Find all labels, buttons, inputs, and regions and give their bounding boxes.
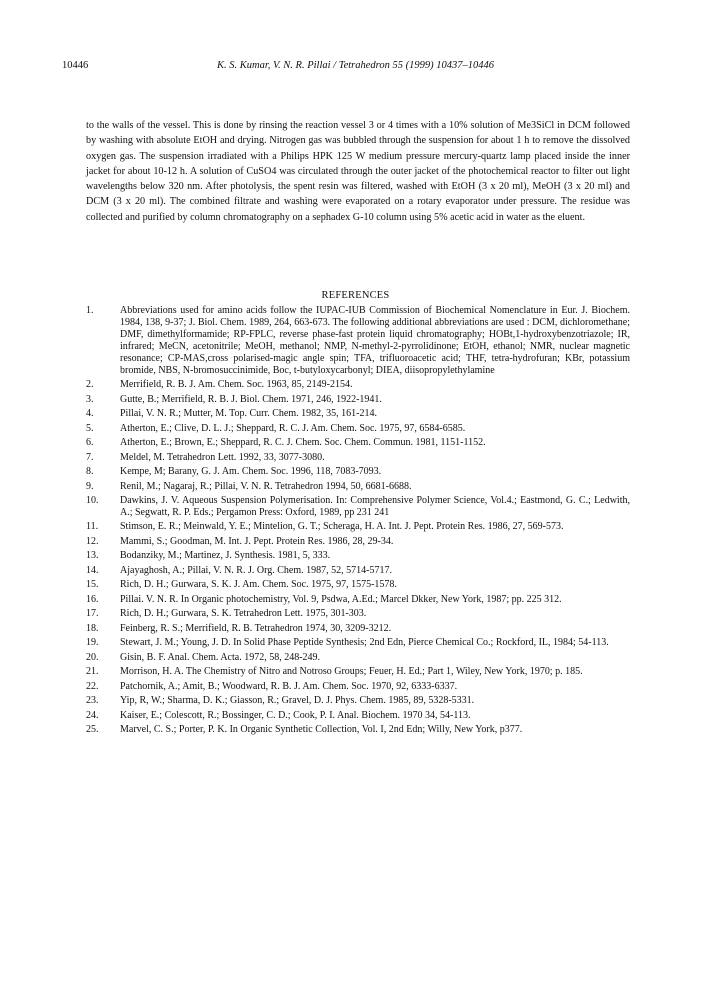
reference-item — [86, 623, 630, 635]
reference-number: 17. — [86, 608, 99, 620]
reference-item — [86, 394, 630, 406]
reference-text: Gisin, B. F. Anal. Chem. Acta. 1972, 58, 248-249. — [120, 651, 321, 663]
reference-text: Atherton, E.; Brown, E.; Sheppard, R. C. J. Chem. Soc. Chem. Commun. 1981, 1151-1152. — [120, 437, 486, 449]
reference-text: Feinberg, R. S.; Merrifield, R. B. Tetrahedron 1974, 30, 3209-3212. — [120, 622, 392, 634]
reference-item — [86, 565, 630, 577]
reference-item — [86, 710, 630, 722]
reference-item — [86, 452, 630, 464]
reference-number: 8. — [86, 466, 94, 478]
reference-text: Ajayaghosh, A.; Pillai, V. N. R. J. Org. Chem. 1987, 52, 5714-5717. — [120, 564, 392, 576]
reference-item — [86, 495, 630, 519]
reference-number: 12. — [86, 535, 99, 547]
reference-text: Bodanziky, M.; Martinez, J. Synthesis. 1981, 5, 333. — [120, 550, 331, 562]
reference-item — [86, 594, 630, 606]
reference-item — [86, 521, 630, 533]
reference-text: Abbreviations used for amino acids follow the IUPAC-IUB Commission of Biochemical Nomenclature in Eur. J. Biochem. 1984, 138, 9-37; J. Biol. Chem. 1989, 264, 663-673. The following additional abbreviations are used : DCM, dichloromethane; DMF, dimethylformamide; RP-FPLC, reverse phase-fast protein liquid chromatography; HOBt,1-hydroxybenzotriazole; IR, infrared; MeCN, acetonitrile; MeOH, methanol; NMP, N-methyl-2-pyrrolidinone; EtOH, ethanol; NMR, nuclear magnetic resonance; CP-MAS,cross polarised-magic angle spin; TFA, trifluoroacetic acid; THF, tetra-hydrofuran; KBr, potassium bromide, NBS, N-bromosuccinimide, Boc, t-butyloxycarbonyl; DIEA, diisopropylethylamine — [120, 305, 630, 376]
reference-text: Renil, M.; Nagaraj, R.; Pillai, V. N. R. Tetrahedron 1994, 50, 6681-6688. — [120, 480, 412, 492]
reference-number: 21. — [86, 666, 99, 678]
reference-item — [86, 579, 630, 591]
reference-number: 23. — [86, 695, 99, 707]
reference-item — [86, 652, 630, 664]
reference-text: Morrison, H. A. The Chemistry of Nitro and Notroso Groups; Feuer, H. Ed.; Part 1, Wiley, New York, 1970; p. 185. — [120, 666, 583, 678]
reference-item — [86, 437, 630, 449]
references-heading: REFERENCES — [321, 290, 390, 301]
reference-text: Dawkins, J. V. Aqueous Suspension Polymerisation. In: Comprehensive Polymer Science, Vol.4.; Eastmond, G. C.; Ledwith, A.; Segwatt, R. P. Eds.; Pergamon Press: Oxford, 1989, pp 231 241 — [120, 495, 630, 518]
body-paragraph: to the walls of the vessel. This is done by rinsing the reaction vessel 3 or 4 times with a 10% solution of Me3SiCl in DCM followed by washing with absolute EtOH and drying. Nitrogen gas was bubbled through the suspension for about 1 h to remove the dissolved oxygen gas. The suspension irradiated with a Philips HPK 125 W medium pressure mercury-quartz lamp placed inside the inner jacket for about 10-12 h. A solution of CuSO4 was circulated through the outer jacket of the photochemical reactor to filter out light wavelengths below 320 nm. After photolysis, the spent resin was filtered, washed with EtOH (3 x 20 ml), MeOH (3 x 20 ml) and DCM (3 x 20 ml). The combined filtrate and washing were evaporated on a rotary evaporator under pressure. The residue was collected and purified by column chromatography on a sephadex G-10 column using 5% acetic acid in water as the eluent. — [86, 120, 630, 223]
reference-item — [86, 637, 630, 649]
reference-number: 15. — [86, 579, 99, 591]
reference-number: 10. — [86, 495, 99, 507]
reference-number: 25. — [86, 724, 99, 736]
reference-item — [86, 550, 630, 562]
reference-number: 3. — [86, 393, 94, 405]
reference-number: 16. — [86, 593, 99, 605]
reference-text: Pillai. V. N. R. In Organic photochemistry, Vol. 9, Psdwa, A.Ed.; Marcel Dkker, New York, 1987; pp. 225 312. — [120, 593, 562, 605]
reference-text: Atherton, E.; Clive, D. L. J.; Sheppard, R. C. J. Am. Chem. Soc. 1975, 97, 6584-6585. — [120, 422, 466, 434]
reference-item — [86, 408, 630, 420]
reference-number: 22. — [86, 680, 99, 692]
reference-text: Gutte, B.; Merrifield, R. B. J. Biol. Chem. 1971, 246, 1922-1941. — [120, 393, 382, 405]
reference-number: 1. — [86, 305, 94, 316]
reference-number: 9. — [86, 480, 94, 492]
reference-item — [86, 724, 630, 736]
reference-number: 2. — [86, 379, 94, 391]
reference-text: Patchornik, A.; Amit, B.; Woodward, R. B. J. Am. Chem. Soc. 1970, 92, 6333-6337. — [120, 680, 458, 692]
reference-number: 11. — [86, 521, 99, 533]
reference-item — [86, 481, 630, 493]
reference-number: 7. — [86, 451, 94, 463]
reference-text: Meldel, M. Tetrahedron Lett. 1992, 33, 3077-3080. — [120, 451, 325, 463]
reference-item — [86, 666, 630, 678]
reference-text: Rich, D. H.; Gurwara, S. K. J. Am. Chem. Soc. 1975, 97, 1575-1578. — [120, 579, 397, 591]
reference-number: 20. — [86, 651, 99, 663]
reference-text: Kaiser, E.; Colescott, R.; Bossinger, C. D.; Cook, P. I. Anal. Biochem. 1970 34, 54-113. — [120, 709, 471, 721]
reference-text: Pillai, V. N. R.; Mutter, M. Top. Curr. Chem. 1982, 35, 161-214. — [120, 408, 377, 420]
reference-text: Kempe, M; Barany, G. J. Am. Chem. Soc. 1996, 118, 7083-7093. — [120, 466, 382, 478]
reference-item — [86, 681, 630, 693]
reference-number: 24. — [86, 709, 99, 721]
reference-text: Marvel, C. S.; Porter, P. K. In Organic Synthetic Collection, Vol. I, 2nd Edn; Willy, New York, p377. — [120, 724, 523, 736]
reference-text: Stewart, J. M.; Young, J. D. In Solid Phase Peptide Synthesis; 2nd Edn, Pierce Chemical Co.; Rockford, IL, 1984; 54-113. — [120, 637, 609, 649]
reference-item — [86, 536, 630, 548]
reference-text: Rich, D. H.; Gurwara, S. K. Tetrahedron Lett. 1975, 301-303. — [120, 608, 367, 620]
reference-number: 4. — [86, 408, 94, 420]
page-number: 10446 — [62, 60, 89, 71]
reference-text: Stimson, E. R.; Meinwald, Y. E.; Mintelion, G. T.; Scheraga, H. A. Int. J. Pept. Protein Res. 1986, 27, 569-573. — [120, 521, 564, 533]
reference-number: 5. — [86, 422, 94, 434]
running-head: K. S. Kumar, V. N. R. Pillai / Tetrahedron 55 (1999) 10437–10446 — [216, 60, 494, 71]
page-header — [0, 60, 711, 76]
reference-text: Merrifield, R. B. J. Am. Chem. Soc. 1963, 85, 2149-2154. — [120, 379, 353, 391]
reference-item — [86, 379, 630, 391]
reference-number: 14. — [86, 564, 99, 576]
reference-item — [86, 305, 630, 376]
reference-item — [86, 423, 630, 435]
reference-item — [86, 695, 630, 707]
reference-item — [86, 466, 630, 478]
references-list — [86, 305, 630, 739]
reference-item — [86, 608, 630, 620]
reference-text: Mammi, S.; Goodman, M. Int. J. Pept. Protein Res. 1986, 28, 29-34. — [120, 535, 394, 547]
reference-number: 6. — [86, 437, 94, 449]
reference-text: Yip, R, W.; Sharma, D. K.; Giasson, R.; Gravel, D. J. Phys. Chem. 1985, 89, 5328-5331. — [120, 695, 475, 707]
reference-number: 19. — [86, 637, 99, 649]
reference-number: 13. — [86, 550, 99, 562]
reference-number: 18. — [86, 622, 99, 634]
